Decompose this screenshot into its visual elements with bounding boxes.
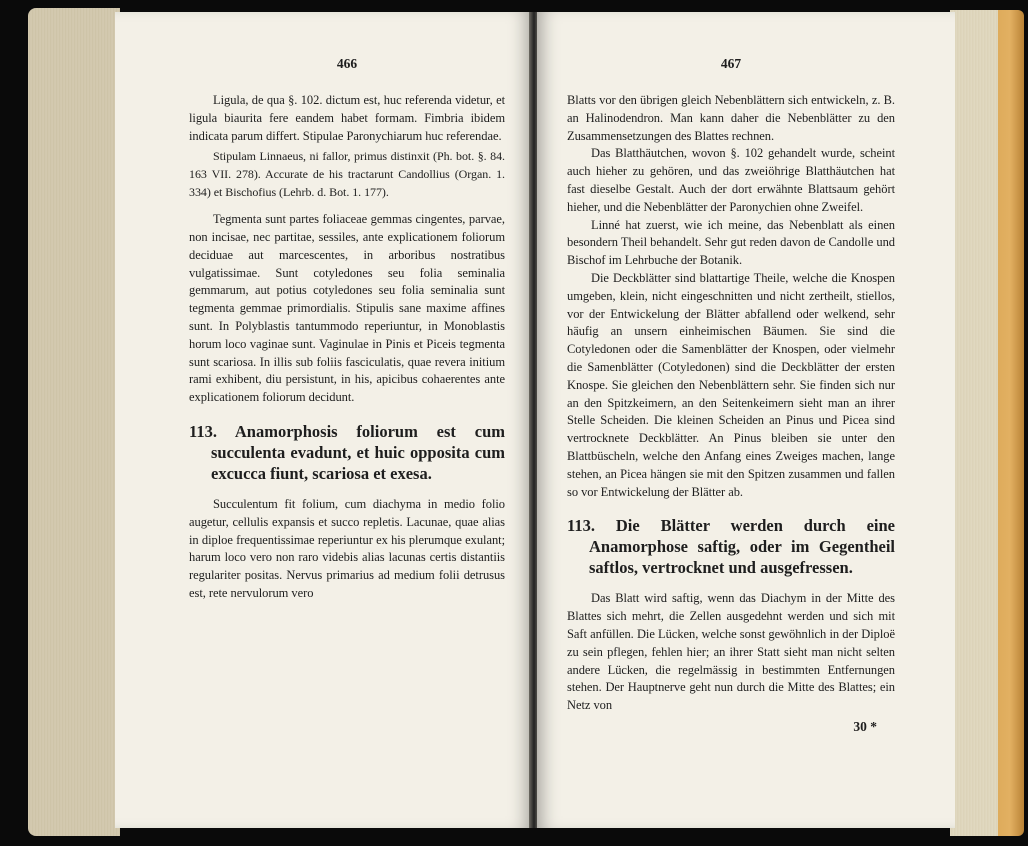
left-page-stack [28, 8, 120, 836]
right-section-heading: 113. Die Blätter werden durch eine Anamorphose saftig, oder im Gegentheil saftlos, vertrocknet und ausgefressen. [567, 516, 895, 578]
right-paragraph-5: Das Blatt wird saftig, wenn das Diachym in der Mitte des Blattes sich mehrt, die Zellen ausgedehnt werden und sich mit Saft anfüllen. Die Lücken, welche sonst gewöhnlich in der Diploë zu sein pflegen, fehlen hier; an ihrer Statt sieht man nicht selten andere Lücken, die regelmässig in bestimmten Entfernungen stehen. Der Hauptnerve geht nun durch die Mitte des Blattes; ein Netz von [567, 591, 895, 713]
left-page [115, 12, 531, 828]
left-paragraph-1: Ligula, de qua §. 102. dictum est, huc referenda videtur, et ligula biaurita fere eandem habet formam. Fimbria ibidem indicata parum differt. Stipulae Paronychiarum huc referendae. [189, 93, 505, 143]
signature-mark: 30 * [853, 718, 877, 734]
left-section-heading: 113. Anamorphosis foliorum est cum succulenta evadunt, et huic opposita cum excucca fiunt, scariosa et exesa. [189, 421, 505, 483]
page-number-left: 466 [336, 56, 358, 71]
right-paragraph-3: Linné hat zuerst, wie ich meine, das Nebenblatt als einen besondern Theil behandelt. Sehr gut reden davon de Candolle und Bischof im Lehrbuche der Botanik. [567, 217, 895, 268]
right-paragraph-4: Die Deckblätter sind blattartige Theile, welche die Knospen umgeben, klein, nicht eingeschnitten und nicht zertheilt, stiellos, vor der Entwickelung der Blätter abfallend oder welkend, sehr häufig an unsern einheimischen Bäumen. Sie sind die Cotyledonen oder die Samenblätter der Knospen, oder vielmehr die Samenblätter (Cotyledonen) sind die Deckblätter der ersten Knospe. Sie gleichen den Nebenblättern sehr. Sie finden sich nur an den Spitzkeimern, an den Seitenkeimern sieht man an ihrer Stelle Scheiden. Die kleinen Scheiden an Pinus und Picea sind vertrocknete Deckblätter. An Pinus bleiben sie unter den Blattbüscheln, welche den Anfang eines Zweiges machen, lange stehen, an Picea hängen sie mit den Spitzen zusammen und fallen so vor Entwickelung der Blätter ab. [567, 270, 895, 499]
left-paragraph-2: Stipulam Linnaeus, ni fallor, primus distinxit (Ph. bot. §. 84. 163 VII. 278). Accurate de his tractarunt Candollius (Organ. 1. 334) et Bischofius (Lehrb. d. Bot. 1. 177). [189, 149, 505, 199]
right-page [537, 12, 955, 828]
right-paragraph-1: Blatts vor den übrigen gleich Nebenblättern sich entwickeln, z. B. an Halinodendron. Man kann daher die Nebenblätter zu den Zusammensetzungen des Blattes rechnen. [567, 93, 895, 143]
left-paragraph-4: Succulentum fit folium, cum diachyma in medio folio augetur, cellulis expansis et succo repletis. Lacunae, quae alias in diploe frequentissimae reperiuntur ex his plerumque exulant; harum loco vero non raro videbis alias lacunas certis distantiis regulariter positas. Nervus primarius ad medium folii detrusus est, rete nervulorum vero [189, 496, 505, 600]
right-paragraph-2: Das Blatthäutchen, wovon §. 102 gehandelt wurde, scheint auch hieher zu gehören, und das zweiöhrige Blatthäutchen hat fast dieselbe Gestalt. Auch der dort erwähnte Blattsaum gehört hieher, und die Nebenblätter der Paronychien ohne Zweifel. [567, 146, 895, 214]
page-number-right: 467 [720, 56, 742, 71]
left-paragraph-3: Tegmenta sunt partes foliaceae gemmas cingentes, parvae, non incisae, nec partitae, sessiles, ante explicationem foliorum deciduae aut marcescentes, in arboribus nostratibus vulgatissimae. Sunt cotyledones seu folia seminalia gemmarum, aut potius cotyledones seu folia seminalia sunt tegmenta gemmae primordialis. Stipulis sane maxime affines sunt. In Polyblastis tantummodo reperiuntur, in Monoblastis horum loco vaginae sunt. Vaginulae in Pinis et Piceis tegmenta sunt scariosa. In illis sub foliis fasciculatis, quae revera initium rami exhibent, diu persistunt, in his, apicibus cohaerentes ante explicationem foliorum decidunt. [189, 212, 505, 405]
right-page-stack [950, 10, 998, 836]
